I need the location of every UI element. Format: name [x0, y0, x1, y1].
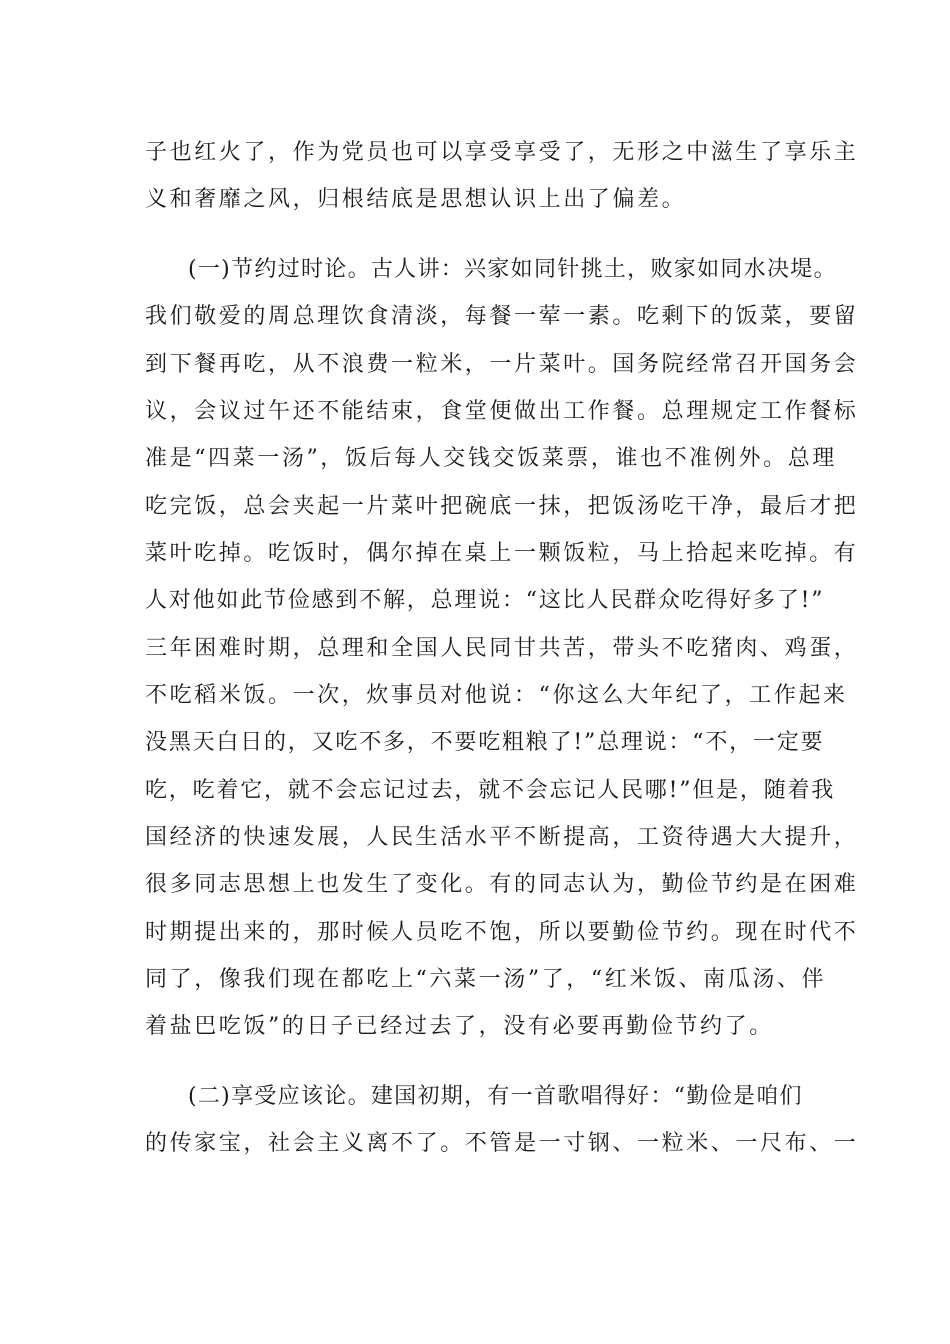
- paragraph-2-line-13: 国经济的快速发展，人民生活水平不断提高，工资待遇大大提升，: [145, 825, 859, 850]
- paragraph-2-line-15: 时期提出来的，那时候人员吃不饱，所以要勤俭节约。现在时代不: [145, 920, 859, 945]
- paragraph-2-line-2: 我们敬爱的周总理饮食清淡，每餐一荤一素。吃剩下的饭菜，要留: [145, 304, 859, 329]
- paragraph-2-line-12: 吃，吃着它，就不会忘记过去，就不会忘记人民哪!”但是，随着我: [145, 778, 836, 803]
- paragraph-1-line-1: 子也红火了，作为党员也可以享受享受了，无形之中滋生了享乐主: [145, 140, 859, 165]
- paragraph-3-line-1: (二)享受应该论。建国初期，有一首歌唱得好：“勤俭是咱们: [188, 1084, 803, 1109]
- paragraph-3-line-2: 的传家宝，社会主义离不了。不管是一寸钢、一粒米、一尺布、一: [145, 1131, 859, 1156]
- paragraph-2-line-11: 没黑天白日的，又吃不多，不要吃粗粮了!”总理说：“不，一定要: [145, 730, 825, 755]
- paragraph-2-line-9: 三年困难时期，总理和全国人民同甘共苦，带头不吃猪肉、鸡蛋，: [145, 636, 859, 661]
- paragraph-2-line-3: 到下餐再吃，从不浪费一粒米，一片菜叶。国务院经常召开国务会: [145, 352, 859, 377]
- paragraph-2-line-7: 菜叶吃掉。吃饭时，偶尔掉在桌上一颗饭粒，马上拾起来吃掉。有: [145, 541, 859, 566]
- paragraph-2-line-1: (一)节约过时论。古人讲：兴家如同针挑土，败家如同水决堤。: [188, 257, 837, 282]
- paragraph-2-line-8: 人对他如此节俭感到不解，总理说：“这比人民群众吃得好多了!”: [145, 588, 825, 613]
- paragraph-2-line-10: 不吃稻米饭。一次，炊事员对他说：“你这么大年纪了，工作起来: [145, 683, 848, 708]
- paragraph-2-line-6: 吃完饭，总会夹起一片菜叶把碗底一抹，把饭汤吃干净，最后才把: [145, 494, 859, 519]
- paragraph-2-line-5: 准是“四菜一汤”，饭后每人交钱交饭菜票，谁也不准例外。总理: [145, 446, 837, 471]
- paragraph-1-line-2: 义和奢靡之风，归根结底是思想认识上出了偏差。: [145, 187, 687, 212]
- paragraph-2-line-16: 同了，像我们现在都吃上“六菜一汤”了，“红米饭、南瓜汤、伴: [145, 967, 827, 992]
- paragraph-2-line-14: 很多同志思想上也发生了变化。有的同志认为，勤俭节约是在困难: [145, 872, 859, 897]
- paragraph-2-line-17: 着盐巴吃饭”的日子已经过去了，没有必要再勤俭节约了。: [145, 1014, 774, 1039]
- paragraph-2-line-4: 议，会议过午还不能结束，食堂便做出工作餐。总理规定工作餐标: [145, 399, 859, 424]
